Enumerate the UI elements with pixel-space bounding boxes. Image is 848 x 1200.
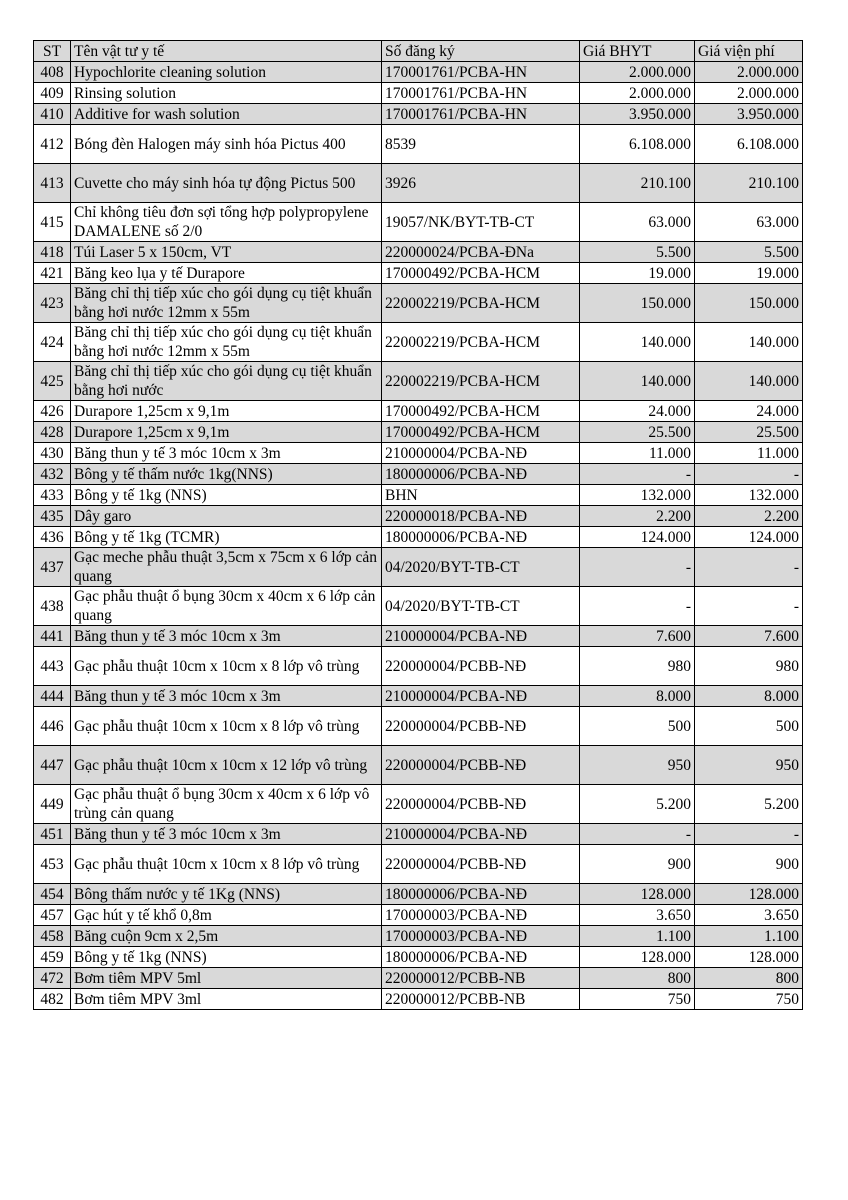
row-hospital-price-cell: 132.000 <box>695 485 803 506</box>
row-stt-cell: 409 <box>34 83 71 104</box>
row-hospital-price-cell: 140.000 <box>695 323 803 362</box>
row-insurance-price-cell: 128.000 <box>580 884 695 905</box>
row-insurance-price-cell: 19.000 <box>580 263 695 284</box>
table-row <box>34 686 803 707</box>
row-insurance-price-cell: 124.000 <box>580 527 695 548</box>
row-registration-cell: 180000006/PCBA-NĐ <box>382 947 580 968</box>
row-name-cell: Additive for wash solution <box>71 104 382 125</box>
row-name-cell: Gạc hút y tế khổ 0,8m <box>71 905 382 926</box>
row-stt-cell: 436 <box>34 527 71 548</box>
row-hospital-price-cell: 2.000.000 <box>695 62 803 83</box>
row-stt-cell: 426 <box>34 401 71 422</box>
table-row <box>34 284 803 323</box>
row-stt-cell: 444 <box>34 686 71 707</box>
row-stt-cell: 457 <box>34 905 71 926</box>
row-hospital-price-cell: - <box>695 824 803 845</box>
row-stt-cell: 453 <box>34 845 71 884</box>
row-registration-cell: 220000004/PCBB-NĐ <box>382 746 580 785</box>
row-insurance-price-cell: 500 <box>580 707 695 746</box>
row-registration-cell: 170000003/PCBA-NĐ <box>382 905 580 926</box>
row-insurance-price-cell: 750 <box>580 989 695 1010</box>
row-insurance-price-cell: 11.000 <box>580 443 695 464</box>
row-insurance-price-cell: 980 <box>580 647 695 686</box>
row-registration-cell: 3926 <box>382 164 580 203</box>
row-name-cell: Bông y tế 1kg (NNS) <box>71 947 382 968</box>
row-stt-cell: 454 <box>34 884 71 905</box>
row-hospital-price-cell: - <box>695 587 803 626</box>
row-stt-cell: 435 <box>34 506 71 527</box>
row-name-cell: Băng keo lụa y tế Durapore <box>71 263 382 284</box>
row-registration-cell: 210000004/PCBA-NĐ <box>382 443 580 464</box>
row-name-cell: Gạc phẫu thuật 10cm x 10cm x 8 lớp vô trùng <box>71 647 382 686</box>
table-row <box>34 548 803 587</box>
row-stt-cell: 433 <box>34 485 71 506</box>
table-row <box>34 323 803 362</box>
row-registration-cell: 220002219/PCBA-HCM <box>382 362 580 401</box>
row-registration-cell: 220000004/PCBB-NĐ <box>382 785 580 824</box>
table-header-row <box>34 41 803 62</box>
row-insurance-price-cell: 8.000 <box>580 686 695 707</box>
header-hospital-price: Giá viện phí <box>695 41 803 62</box>
table-row <box>34 125 803 164</box>
row-stt-cell: 432 <box>34 464 71 485</box>
row-stt-cell: 408 <box>34 62 71 83</box>
row-insurance-price-cell: 132.000 <box>580 485 695 506</box>
row-stt-cell: 413 <box>34 164 71 203</box>
row-registration-cell: 220000018/PCBA-NĐ <box>382 506 580 527</box>
row-registration-cell: 210000004/PCBA-NĐ <box>382 626 580 647</box>
table-row <box>34 707 803 746</box>
row-hospital-price-cell: 63.000 <box>695 203 803 242</box>
row-hospital-price-cell: 124.000 <box>695 527 803 548</box>
row-insurance-price-cell: 950 <box>580 746 695 785</box>
row-stt-cell: 472 <box>34 968 71 989</box>
row-hospital-price-cell: 800 <box>695 968 803 989</box>
table-row <box>34 527 803 548</box>
row-stt-cell: 424 <box>34 323 71 362</box>
table-row <box>34 947 803 968</box>
table-row <box>34 785 803 824</box>
row-name-cell: Băng thun y tế 3 móc 10cm x 3m <box>71 626 382 647</box>
row-stt-cell: 458 <box>34 926 71 947</box>
row-stt-cell: 437 <box>34 548 71 587</box>
row-stt-cell: 430 <box>34 443 71 464</box>
row-hospital-price-cell: 950 <box>695 746 803 785</box>
row-name-cell: Băng chỉ thị tiếp xúc cho gói dụng cụ tiệt khuẩn bằng hơi nước 12mm x 55m <box>71 284 382 323</box>
row-insurance-price-cell: 2.000.000 <box>580 83 695 104</box>
row-hospital-price-cell: 900 <box>695 845 803 884</box>
row-stt-cell: 418 <box>34 242 71 263</box>
row-stt-cell: 425 <box>34 362 71 401</box>
row-hospital-price-cell: 24.000 <box>695 401 803 422</box>
row-insurance-price-cell: 25.500 <box>580 422 695 443</box>
row-registration-cell: 170000492/PCBA-HCM <box>382 401 580 422</box>
table-row <box>34 968 803 989</box>
table-row <box>34 362 803 401</box>
row-registration-cell: 220000024/PCBA-ĐNa <box>382 242 580 263</box>
table-row <box>34 104 803 125</box>
row-name-cell: Gạc phẫu thuật ổ bụng 30cm x 40cm x 6 lớp vô trùng cản quang <box>71 785 382 824</box>
header-insurance-price: Giá BHYT <box>580 41 695 62</box>
row-registration-cell: 04/2020/BYT-TB-CT <box>382 587 580 626</box>
table-body <box>34 62 803 1010</box>
row-stt-cell: 451 <box>34 824 71 845</box>
row-stt-cell: 446 <box>34 707 71 746</box>
row-registration-cell: 180000006/PCBA-NĐ <box>382 884 580 905</box>
table-row <box>34 422 803 443</box>
row-insurance-price-cell: - <box>580 548 695 587</box>
row-insurance-price-cell: 150.000 <box>580 284 695 323</box>
row-name-cell: Bông y tế thấm nước 1kg(NNS) <box>71 464 382 485</box>
row-insurance-price-cell: 210.100 <box>580 164 695 203</box>
row-stt-cell: 412 <box>34 125 71 164</box>
row-registration-cell: 04/2020/BYT-TB-CT <box>382 548 580 587</box>
table-row <box>34 443 803 464</box>
table-row <box>34 62 803 83</box>
row-name-cell: Băng thun y tế 3 móc 10cm x 3m <box>71 824 382 845</box>
row-hospital-price-cell: 6.108.000 <box>695 125 803 164</box>
row-hospital-price-cell: 150.000 <box>695 284 803 323</box>
row-hospital-price-cell: 128.000 <box>695 947 803 968</box>
row-hospital-price-cell: 3.950.000 <box>695 104 803 125</box>
table-row <box>34 263 803 284</box>
row-registration-cell: 220000012/PCBB-NB <box>382 968 580 989</box>
header-registration: Số đăng ký <box>382 41 580 62</box>
row-stt-cell: 443 <box>34 647 71 686</box>
row-insurance-price-cell: 6.108.000 <box>580 125 695 164</box>
row-stt-cell: 415 <box>34 203 71 242</box>
table-row <box>34 746 803 785</box>
row-hospital-price-cell: 3.650 <box>695 905 803 926</box>
row-name-cell: Bông thấm nước y tế 1Kg (NNS) <box>71 884 382 905</box>
row-name-cell: Túi Laser 5 x 150cm, VT <box>71 242 382 263</box>
row-name-cell: Gạc phẫu thuật ổ bụng 30cm x 40cm x 6 lớp cản quang <box>71 587 382 626</box>
row-insurance-price-cell: 900 <box>580 845 695 884</box>
row-hospital-price-cell: 210.100 <box>695 164 803 203</box>
row-registration-cell: 180000006/PCBA-NĐ <box>382 527 580 548</box>
row-name-cell: Băng thun y tế 3 móc 10cm x 3m <box>71 686 382 707</box>
row-hospital-price-cell: 980 <box>695 647 803 686</box>
row-stt-cell: 423 <box>34 284 71 323</box>
row-stt-cell: 428 <box>34 422 71 443</box>
row-insurance-price-cell: 800 <box>580 968 695 989</box>
row-stt-cell: 410 <box>34 104 71 125</box>
table-row <box>34 989 803 1010</box>
row-hospital-price-cell: 25.500 <box>695 422 803 443</box>
table-row <box>34 905 803 926</box>
row-registration-cell: 170000492/PCBA-HCM <box>382 422 580 443</box>
row-insurance-price-cell: 2.000.000 <box>580 62 695 83</box>
row-registration-cell: 210000004/PCBA-NĐ <box>382 686 580 707</box>
row-stt-cell: 441 <box>34 626 71 647</box>
row-name-cell: Gạc phẫu thuật 10cm x 10cm x 12 lớp vô trùng <box>71 746 382 785</box>
row-hospital-price-cell: 750 <box>695 989 803 1010</box>
row-name-cell: Bơm tiêm MPV 3ml <box>71 989 382 1010</box>
table-row <box>34 164 803 203</box>
row-stt-cell: 438 <box>34 587 71 626</box>
row-name-cell: Băng chỉ thị tiếp xúc cho gói dụng cụ tiệt khuẩn bằng hơi nước 12mm x 55m <box>71 323 382 362</box>
row-name-cell: Chỉ không tiêu đơn sợi tổng hợp polypropylene DAMALENE số 2/0 <box>71 203 382 242</box>
row-name-cell: Rinsing solution <box>71 83 382 104</box>
row-insurance-price-cell: 140.000 <box>580 362 695 401</box>
table-row <box>34 587 803 626</box>
header-name: Tên vật tư y tế <box>71 41 382 62</box>
row-stt-cell: 421 <box>34 263 71 284</box>
table-row <box>34 485 803 506</box>
row-registration-cell: BHN <box>382 485 580 506</box>
row-stt-cell: 449 <box>34 785 71 824</box>
table-row <box>34 647 803 686</box>
row-registration-cell: 210000004/PCBA-NĐ <box>382 824 580 845</box>
row-name-cell: Băng thun y tế 3 móc 10cm x 3m <box>71 443 382 464</box>
row-hospital-price-cell: 1.100 <box>695 926 803 947</box>
row-name-cell: Gạc phẫu thuật 10cm x 10cm x 8 lớp vô trùng <box>71 845 382 884</box>
row-hospital-price-cell: 140.000 <box>695 362 803 401</box>
row-hospital-price-cell: 7.600 <box>695 626 803 647</box>
row-insurance-price-cell: 24.000 <box>580 401 695 422</box>
row-registration-cell: 220000004/PCBB-NĐ <box>382 647 580 686</box>
table-row <box>34 626 803 647</box>
row-insurance-price-cell: 140.000 <box>580 323 695 362</box>
table-row <box>34 203 803 242</box>
row-name-cell: Băng chỉ thị tiếp xúc cho gói dụng cụ tiệt khuẩn bằng hơi nước <box>71 362 382 401</box>
row-insurance-price-cell: 5.200 <box>580 785 695 824</box>
supplies-price-table <box>33 40 803 1010</box>
row-insurance-price-cell: - <box>580 464 695 485</box>
row-name-cell: Bóng đèn Halogen máy sinh hóa Pictus 400 <box>71 125 382 164</box>
row-insurance-price-cell: 1.100 <box>580 926 695 947</box>
row-insurance-price-cell: 7.600 <box>580 626 695 647</box>
row-name-cell: Durapore 1,25cm x 9,1m <box>71 422 382 443</box>
row-registration-cell: 170001761/PCBA-HN <box>382 104 580 125</box>
row-name-cell: Bông y tế 1kg (TCMR) <box>71 527 382 548</box>
row-name-cell: Hypochlorite cleaning solution <box>71 62 382 83</box>
row-insurance-price-cell: - <box>580 824 695 845</box>
row-insurance-price-cell: 2.200 <box>580 506 695 527</box>
row-registration-cell: 170001761/PCBA-HN <box>382 83 580 104</box>
row-registration-cell: 220000004/PCBB-NĐ <box>382 707 580 746</box>
row-hospital-price-cell: 5.500 <box>695 242 803 263</box>
row-registration-cell: 19057/NK/BYT-TB-CT <box>382 203 580 242</box>
row-insurance-price-cell: 63.000 <box>580 203 695 242</box>
row-insurance-price-cell: 5.500 <box>580 242 695 263</box>
table-row <box>34 845 803 884</box>
row-registration-cell: 170000492/PCBA-HCM <box>382 263 580 284</box>
row-registration-cell: 170000003/PCBA-NĐ <box>382 926 580 947</box>
row-name-cell: Bông y tế 1kg (NNS) <box>71 485 382 506</box>
table-row <box>34 824 803 845</box>
table-row <box>34 401 803 422</box>
row-insurance-price-cell: 3.950.000 <box>580 104 695 125</box>
row-registration-cell: 170001761/PCBA-HN <box>382 62 580 83</box>
header-stt: ST <box>34 41 71 62</box>
row-stt-cell: 459 <box>34 947 71 968</box>
row-registration-cell: 220000012/PCBB-NB <box>382 989 580 1010</box>
table-row <box>34 506 803 527</box>
row-name-cell: Bơm tiêm MPV 5ml <box>71 968 382 989</box>
row-hospital-price-cell: - <box>695 548 803 587</box>
row-hospital-price-cell: 128.000 <box>695 884 803 905</box>
row-registration-cell: 220002219/PCBA-HCM <box>382 323 580 362</box>
row-hospital-price-cell: 19.000 <box>695 263 803 284</box>
row-hospital-price-cell: - <box>695 464 803 485</box>
row-insurance-price-cell: - <box>580 587 695 626</box>
row-stt-cell: 482 <box>34 989 71 1010</box>
table-row <box>34 926 803 947</box>
row-registration-cell: 180000006/PCBA-NĐ <box>382 464 580 485</box>
row-hospital-price-cell: 8.000 <box>695 686 803 707</box>
row-hospital-price-cell: 2.000.000 <box>695 83 803 104</box>
table-row <box>34 242 803 263</box>
row-name-cell: Cuvette cho máy sinh hóa tự động Pictus 500 <box>71 164 382 203</box>
table-row <box>34 464 803 485</box>
table-row <box>34 83 803 104</box>
row-registration-cell: 8539 <box>382 125 580 164</box>
row-hospital-price-cell: 5.200 <box>695 785 803 824</box>
row-hospital-price-cell: 11.000 <box>695 443 803 464</box>
row-hospital-price-cell: 2.200 <box>695 506 803 527</box>
row-name-cell: Durapore 1,25cm x 9,1m <box>71 401 382 422</box>
row-insurance-price-cell: 3.650 <box>580 905 695 926</box>
row-hospital-price-cell: 500 <box>695 707 803 746</box>
row-registration-cell: 220002219/PCBA-HCM <box>382 284 580 323</box>
row-name-cell: Dây garo <box>71 506 382 527</box>
table-row <box>34 884 803 905</box>
row-name-cell: Băng cuộn 9cm x 2,5m <box>71 926 382 947</box>
row-registration-cell: 220000004/PCBB-NĐ <box>382 845 580 884</box>
row-insurance-price-cell: 128.000 <box>580 947 695 968</box>
row-name-cell: Gạc meche phẫu thuật 3,5cm x 75cm x 6 lớp cản quang <box>71 548 382 587</box>
row-stt-cell: 447 <box>34 746 71 785</box>
row-name-cell: Gạc phẫu thuật 10cm x 10cm x 8 lớp vô trùng <box>71 707 382 746</box>
